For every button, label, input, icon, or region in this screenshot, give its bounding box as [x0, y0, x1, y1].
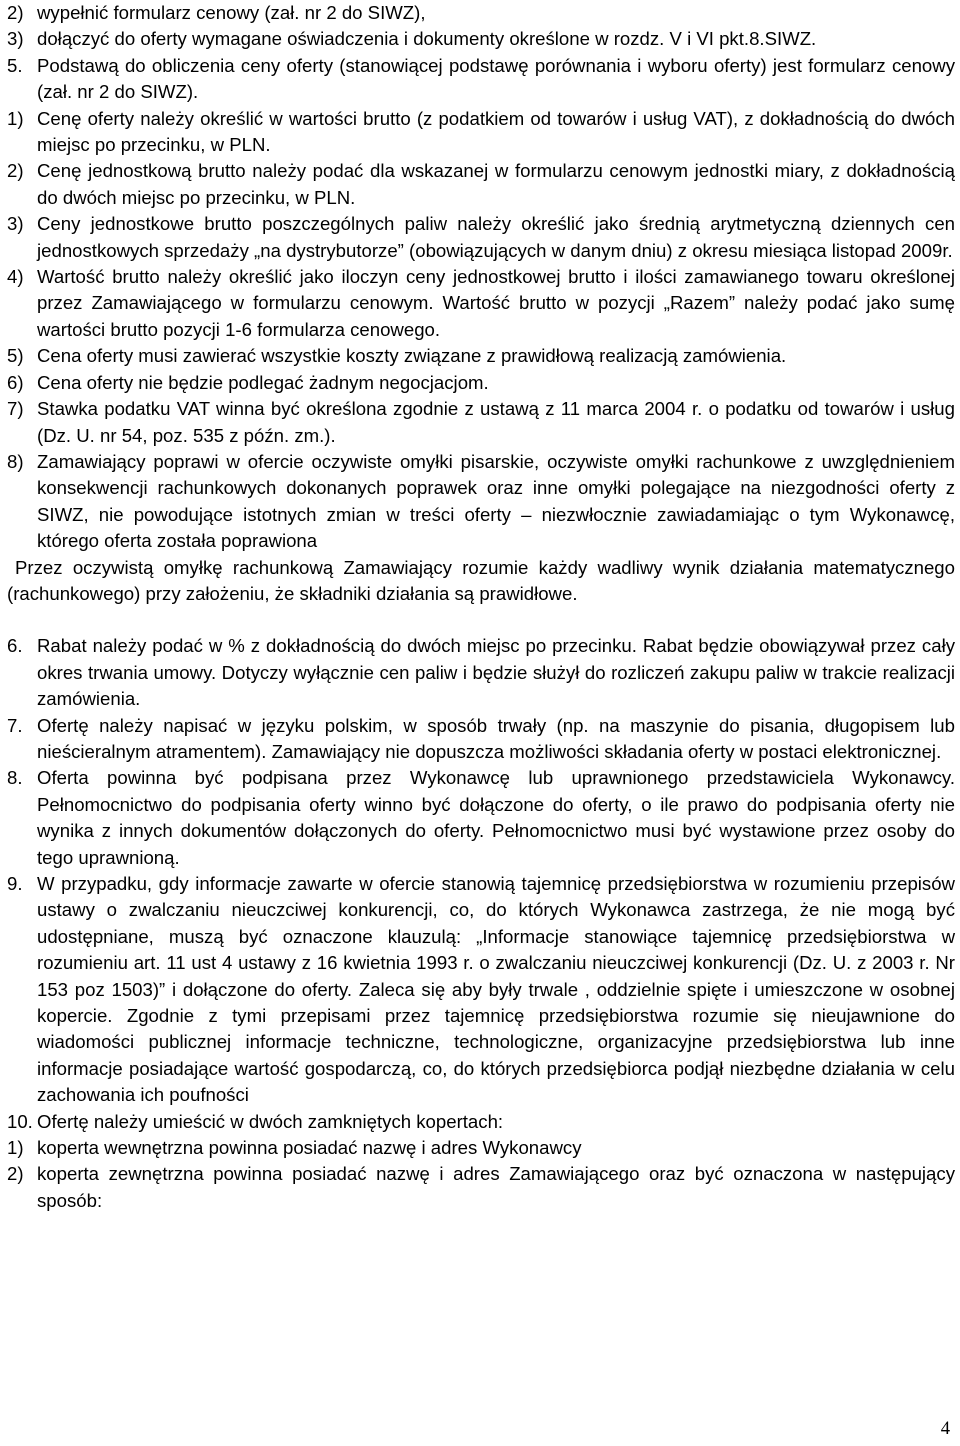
sub-list-item — [7, 158, 955, 211]
list-item-number: 6) — [7, 371, 24, 393]
sub-list-item — [7, 264, 955, 343]
list-item-text: Oferta powinna być podpisana przez Wykonawcę lub uprawnionego przedstawiciela Wykonawcy. Pełnomocnictwo do podpisania oferty winno być dołączone do oferty, o ile prawo do podpisania oferty nie wynika z innych dokumentów dołączonych do oferty. Pełnomocnictwo musi być wystawione przez osoby do tego uprawnioną. — [37, 767, 955, 868]
list-item-number: 2) — [7, 2, 24, 23]
list-item-number: 5) — [7, 345, 24, 367]
list-item-number: 6. — [7, 635, 23, 657]
list-item-text: Stawka podatku VAT winna być określona zgodnie z ustawą z 11 marca 2004 r. o podatku od towarów i usług (Dz. U. nr 54, poz. 535 z późn. zm.). — [37, 398, 955, 446]
list-item-number: 4) — [7, 266, 24, 288]
list-item — [7, 765, 955, 871]
sub-list-item — [7, 211, 955, 264]
list-item-text: Podstawą do obliczenia ceny oferty (stanowiącej podstawę porównania i wyboru oferty) jest formularz cenowy (zał. nr 2 do SIWZ). — [37, 54, 955, 103]
list-item-number: 5. — [7, 54, 23, 76]
sub-list-item — [7, 343, 955, 369]
list-item-text: Cena oferty nie będzie podlegać żadnym negocjacjom. — [37, 371, 489, 393]
list-item-number: 1) — [7, 107, 24, 129]
section-gap — [7, 607, 955, 633]
list-item-text: Wartość brutto należy określić jako iloczyn ceny jednostkowej brutto i ilości zamawianego towaru określonej przez Zamawiającego w formularzu cenowym. Wartość brutto w pozycji „Razem” należy podać jako sumę wartości brutto pozycji 1-6 formularza cenowego. — [37, 266, 955, 340]
list-item-text: Cena oferty musi zawierać wszystkie koszty związane z prawidłową realizacją zamówienia. — [37, 345, 787, 367]
list-item-text: koperta wewnętrzna powinna posiadać nazwę i adres Wykonawcy — [37, 1137, 582, 1159]
list-item-number: 2) — [7, 1163, 24, 1185]
list-item — [7, 53, 955, 106]
list-item-text: Rabat należy podać w % z dokładnością do dwóch miejsc po przecinku. Rabat będzie obowiązywał przez cały okres trwania umowy. Dotyczy wyłącznie cen paliw i będzie służył do rozliczeń zakupu paliw w trakcie realizacji zamówienia. — [37, 635, 955, 710]
list-item-text: dołączyć do oferty wymagane oświadczenia i dokumenty określone w rozdz. V i VI pkt.8.SIWZ. — [37, 28, 817, 50]
list-item-number: 3) — [7, 213, 24, 235]
sub-list-item — [7, 1161, 955, 1214]
list-item — [7, 871, 955, 1109]
list-item-text: Ofertę należy umieścić w dwóch zamkniętych kopertach: — [37, 1110, 504, 1132]
sub-list-item — [7, 370, 955, 396]
list-bottom — [7, 633, 955, 1214]
document-body — [7, 0, 955, 1214]
sub-list-item — [7, 0, 955, 26]
list-item-number: 2) — [7, 160, 24, 182]
list-item-text: wypełnić formularz cenowy (zał. nr 2 do SIWZ), — [37, 2, 426, 23]
list-item-number: 7. — [7, 714, 23, 736]
sub-list-item — [7, 1135, 955, 1161]
list-item-number: 3) — [7, 28, 24, 50]
list-item-number: 7) — [7, 398, 24, 420]
list-item-text: Cenę jednostkową brutto należy podać dla wskazanej w formularzu cenowym jednostki miary, z dokładnością do dwóch miejsc po przecinku, w PLN. — [37, 160, 955, 208]
sub-list-item — [7, 396, 955, 449]
paragraph-omylka: Przez oczywistą omyłkę rachunkową Zamawiający rozumie każdy wadliwy wynik działania matematycznego (rachunkowego) przy założeniu, że składniki działania są prawidłowe. — [7, 556, 955, 604]
sub-list-item — [7, 449, 955, 555]
list-item-text: Ceny jednostkowe brutto poszczególnych paliw należy określić jako średnią arytmetyczną dziennych cen jednostkowych sprzedaży „na dystrybutorze” (obowiązujących w danym dniu) z okresu miesiąca listopad 2009r. — [37, 213, 955, 261]
list-item-text: Zamawiający poprawi w ofercie oczywiste omyłki pisarskie, oczywiste omyłki rachunkowe z uwzględnieniem konsekwencji rachunkowych dokonanych poprawek oraz inne omyłki polegające na niezgodności oferty z SIWZ, nie powodujące istotnych zmian w treści oferty – niezwłocznie zawiadamiając o tym Wykonawcę, którego oferta została poprawiona — [37, 450, 955, 552]
list-item-text: koperta zewnętrzna powinna posiadać nazwę i adres Zamawiającego oraz być oznaczona w następujący sposób: — [37, 1163, 955, 1211]
list-item — [7, 633, 955, 712]
list-item-number: 8. — [7, 767, 23, 789]
list-top — [7, 0, 955, 555]
list-item — [7, 1109, 955, 1135]
list-item-text: W przypadku, gdy informacje zawarte w ofercie stanowią tajemnicę przedsiębiorstwa w rozumieniu przepisów ustawy o zwalczaniu nieuczciwej konkurencji, co, do których Wykonawca zastrzega, że nie mogą być udostępniane, muszą być oznaczone klauzulą: „Informacje stanowiące tajemnicę przedsiębiorstwa w rozumieniu art. 11 ust 4 ustawy z 16 kwietnia 1993 r. o zwalczaniu nieuczciwej konkurencji (Dz. U. z 2003 r. Nr 153 poz 1503)” i dołączone do oferty. Zaleca się aby były trwale , oddzielnie spięte i umieszczone w osobnej kopercie. Zgodnie z tymi przepisami przez tajemnicę przedsiębiorstwa rozumie się nieujawnione do wiadomości publicznej informacje techniczne, technologiczne, organizacyjne przedsiębiorstwa lub inne informacje posiadające wartość gospodarczą, co, do których przedsiębiorca podjął niezbędne działania w celu zachowania ich poufności — [37, 873, 955, 1106]
list-item — [7, 713, 955, 766]
list-item-text: Ofertę należy napisać w języku polskim, w sposób trwały (np. na maszynie do pisania, długopisem lub nieścieralnym atramentem). Zamawiający nie dopuszcza możliwości składania oferty w postaci elektronicznej. — [37, 714, 955, 762]
list-item-number: 1) — [7, 1137, 24, 1159]
page-number: 4 — [940, 1418, 950, 1439]
list-item-number: 9. — [7, 873, 23, 894]
sub-list-item — [7, 106, 955, 159]
sub-list-item — [7, 26, 955, 52]
list-item-number: 10. — [7, 1110, 33, 1132]
list-item-number: 8) — [7, 450, 24, 472]
list-item-text: Cenę oferty należy określić w wartości brutto (z podatkiem od towarów i usług VAT), z dokładnością do dwóch miejsc po przecinku, w PLN. — [37, 107, 955, 156]
